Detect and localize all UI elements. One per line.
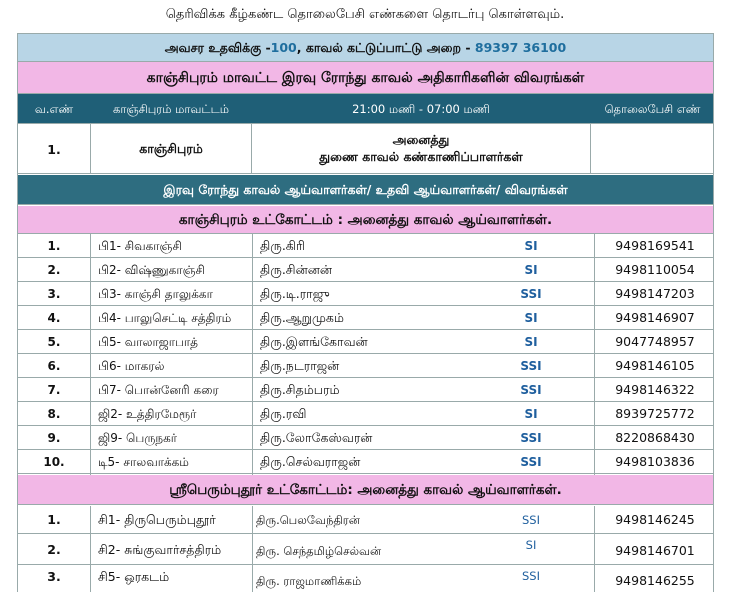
row-officer-name: திரு.சின்னன்	[260, 262, 332, 277]
row-station: சி1- திருபெரும்புதூர்	[98, 512, 216, 527]
row-phone: 9498146255	[615, 573, 695, 588]
row-station: பி6- மாகரல்	[98, 359, 165, 373]
row-sno: 7.	[47, 383, 61, 397]
row-rank: SSI	[520, 455, 542, 469]
table-row	[18, 535, 714, 565]
row-station: சி5- ஒரகடம்	[98, 569, 170, 584]
table-row	[18, 234, 714, 258]
header-sno: வ.எண்	[34, 102, 74, 116]
row-rank: SI	[524, 311, 538, 325]
control-room-label: , காவல் கட்டுப்பாட்டு அறை -	[296, 40, 471, 55]
emergency-contact-bar	[18, 34, 714, 62]
district-row-officers	[252, 124, 590, 174]
row-station: ஜி9- பெருநகர்	[98, 431, 178, 445]
row-phone: 9047748957	[615, 334, 695, 349]
row-phone: 9498169541	[615, 238, 695, 253]
table-row	[18, 330, 714, 354]
row-officer-name: திரு.நடராஜன்	[260, 358, 340, 373]
district-row-sno: 1.	[47, 141, 61, 157]
row-officer-name: திரு. ராஜமாணிக்கம்	[256, 574, 362, 588]
subdivision-1-title: காஞ்சிபுரம் உட்கோட்டம் : அனைத்து காவல் ஆய்வாளர்கள்.	[18, 206, 714, 234]
district-row	[18, 124, 714, 174]
table-title: காஞ்சிபுரம் மாவட்ட இரவு ரோந்து காவல் அதிகாரிகளின் விவரங்கள்	[18, 62, 714, 94]
row-rank: SI	[524, 407, 538, 421]
row-phone: 9498103836	[615, 454, 695, 469]
row-station: ஜி2- உத்திரமேரூர்	[98, 407, 197, 421]
row-phone: 9498146907	[615, 310, 695, 325]
row-phone: 9498146322	[615, 382, 695, 397]
row-rank: SI	[525, 538, 537, 552]
row-rank: SSI	[522, 569, 540, 583]
table-row	[18, 306, 714, 330]
row-rank: SI	[524, 263, 538, 277]
table-row	[18, 258, 714, 282]
header-phone: தொலைபேசி எண்	[604, 102, 701, 116]
row-station: பி7- பொன்னேரி கரை	[98, 383, 219, 397]
row-officer-name: திரு.பெலவேந்திரன்	[256, 513, 360, 527]
row-phone: 9498110054	[615, 262, 695, 277]
row-station: டி5- சாலவாக்கம்	[98, 455, 189, 469]
row-sno: 5.	[47, 335, 61, 349]
row-rank: SSI	[520, 431, 542, 445]
row-sno: 3.	[47, 569, 61, 584]
row-phone: 8220868430	[615, 430, 695, 445]
officers-line-2: துணை காவல் கண்காணிப்பாளர்கள்	[319, 149, 523, 164]
control-room-number: 89397 36100	[474, 40, 567, 55]
row-sno: 9.	[47, 431, 61, 445]
table-row	[18, 426, 714, 450]
row-phone: 9498147203	[615, 286, 695, 301]
row-phone: 9498146105	[615, 358, 695, 373]
table-row	[18, 506, 714, 534]
inspectors-heading: இரவு ரோந்து காவல் ஆய்வாளர்கள்/ உதவி ஆய்வாளர்கள்/ விவரங்கள்	[18, 175, 714, 205]
row-sno: 4.	[47, 311, 61, 325]
row-phone: 9498146245	[615, 512, 695, 527]
row-rank: SSI	[520, 359, 542, 373]
header-time: 21:00 மணி - 07:00 மணி	[352, 102, 490, 116]
row-station: பி2- விஷ்ணுகாஞ்சி	[98, 263, 205, 277]
row-station: பி5- வாலாஜாபாத்	[98, 335, 199, 349]
table-header	[18, 94, 714, 124]
row-rank: SSI	[520, 287, 542, 301]
district-row-name: காஞ்சிபுரம்	[139, 140, 203, 156]
table-row	[18, 402, 714, 426]
row-rank: SI	[524, 239, 538, 253]
table-row	[18, 450, 714, 474]
row-officer-name: திரு.ஆறுமுகம்	[260, 310, 344, 325]
row-officer-name: திரு.இளங்கோவன்	[260, 334, 368, 349]
row-sno: 6.	[47, 359, 61, 373]
table-row	[18, 378, 714, 402]
row-officer-name: திரு.செல்வராஜன்	[260, 454, 361, 469]
row-rank: SSI	[520, 383, 542, 397]
header-district: காஞ்சிபுரம் மாவட்டம்	[113, 102, 229, 116]
night-patrol-table	[17, 33, 714, 592]
row-rank: SSI	[522, 513, 540, 527]
row-sno: 1.	[47, 512, 61, 527]
row-phone: 9498146701	[615, 543, 695, 558]
row-sno: 2.	[47, 263, 61, 277]
row-phone: 8939725772	[615, 406, 695, 421]
row-station: பி1- சிவகாஞ்சி	[98, 239, 182, 253]
row-station: சி2- சுங்குவார்சத்திரம்	[98, 542, 222, 557]
row-officer-name: திரு.லோகேஸ்வரன்	[260, 430, 373, 445]
row-station: பி4- பாலுசெட்டி சத்திரம்	[98, 311, 232, 325]
table-row	[18, 566, 714, 592]
table-row	[18, 354, 714, 378]
row-sno: 8.	[47, 407, 61, 421]
row-officer-name: திரு.சிதம்பரம்	[260, 382, 340, 397]
row-sno: 3.	[47, 287, 61, 301]
top-note: தெரிவிக்க கீழ்கண்ட தொலைபேசி எண்களை தொடர்பு கொள்ளவும்.	[165, 7, 565, 22]
emergency-label: அவசர உதவிக்கு -	[164, 40, 271, 55]
table-row	[18, 282, 714, 306]
officers-line-1: அனைத்து	[392, 132, 450, 147]
row-sno: 2.	[47, 542, 61, 557]
row-sno: 10.	[43, 455, 65, 469]
subdivision-2-title: ஸ்ரீபெரும்புதூர் உட்கோட்டம்: அனைத்து காவல் ஆய்வாளர்கள்.	[18, 475, 714, 505]
row-sno: 1.	[47, 239, 61, 253]
row-officer-name: திரு.டி.ராஜு	[260, 286, 330, 301]
row-officer-name: திரு.ரவி	[260, 406, 307, 421]
emergency-number: 100	[270, 40, 297, 55]
row-officer-name: திரு. செந்தமிழ்செல்வன்	[256, 544, 382, 558]
row-officer-name: திரு.கிரி	[260, 238, 306, 253]
row-rank: SI	[524, 335, 538, 349]
row-station: பி3- காஞ்சி தாலுக்கா	[98, 287, 213, 301]
